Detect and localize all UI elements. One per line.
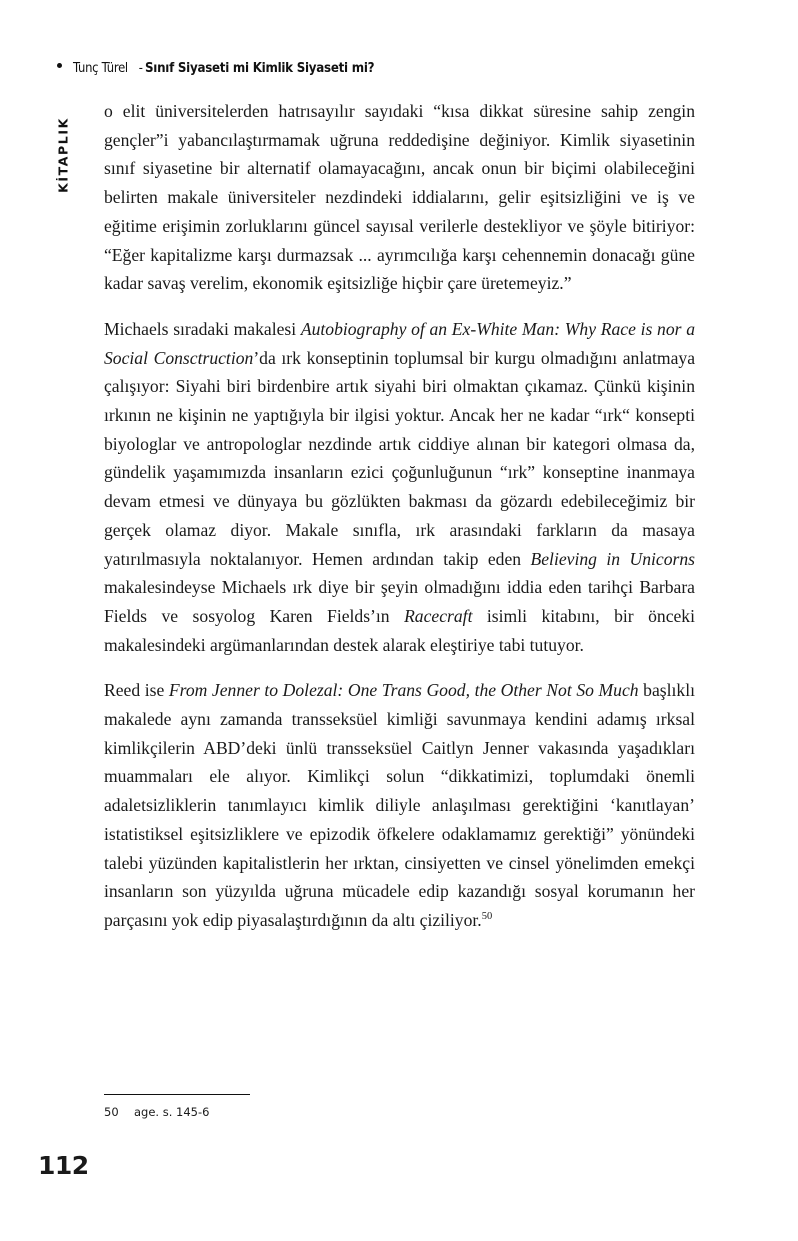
paragraph: Reed ise From Jenner to Dolezal: One Trans Good, the Other Not So Much başlıklı makalede aynı zamanda transseksüel kimliği savunmaya kendini adamış ırksal kimlikçilerin ABD’deki ünlü transseksüel Caitlyn Jenner vakasında yaşadıkları muammaları ele alıyor. Kimlikçi solun “dikkatimizi, toplumdaki önemli adaletsizliklerin tanımlayıcı kimlik diliyle anlaşılması gerektiğini ‘kanıtlayan’ istatistiksel eşitsizliklere ve epizodik öfkelere odaklamamız gerektiği” yönündeki talebi yüzünden kapitalistlerin her ırktan, cinsiyetten ve cinsel yönelimden emekçi insanların son yüzyılda uğruna mücadele edip kazandığı sosyal korumanın her parçasını yok edip piyasalaştırdığının da altı çiziliyor.$^{50}$ — [104, 680, 695, 930]
page-number: 112 — [38, 1151, 89, 1180]
footnote-entry — [104, 1104, 695, 1120]
section-tab — [46, 100, 80, 210]
paragraph: o elit üniversitelerden hatrısayılır sayıdaki “kısa dikkat süresine sahip zengin gençler”i yabancılaştırmamak uğruna reddedişine değiniyor. Kimlik siyasetinin sınıf siyasetine bir alternatif olamayacağını, ancak onun bir biçimi olabileceğini belirten makale üniversiteler nezdindeki iddialarını, gelir eşitsizliğini ve iş ve eğitime erişimin zorluklarını güncel sayısal verilerle destekliyor ve şöyle bitiriyor: “Eğer kapitalizme karşı durmazsak ... ayrımcılığa karşı cehennemin donacağı güne kadar savaş verelim, ekonomik eşitsizliğe hiçbir çare üretemeyiz.” — [104, 101, 695, 294]
running-head-author: Tunç Türel — [73, 60, 128, 76]
running-head-title: Sınıf Siyaseti mi Kimlik Siyaseti mi? — [144, 60, 374, 76]
footnote-text: age. s. 145-6 — [134, 1105, 210, 1119]
footnote-area — [104, 1094, 695, 1120]
running-head — [57, 60, 405, 76]
section-tab-label: KİTAPLIK — [55, 117, 71, 193]
footnote-separator-rule — [104, 1094, 250, 1095]
footnote-number: 50 — [104, 1105, 119, 1119]
paragraph: Michaels sıradaki makalesi Autobiography of an Ex-White Man: Why Race is nor a Social Consctruction’da ırk konseptinin toplumsal bir kurgu olmadığını anlatmaya çalışıyor: Siyahi biri birdenbire artık siyahi biri olmaktan çıkamaz. Çünkü kişinin ırkının ne kişinin ne yaptığıyla bir ilgisi yoktur. Ancak her ne kadar “ırk“ konsepti biyologlar ve antropologlar nezdinde artık ciddiye alınan bir kategori olmasa da, gündelik yaşamımızda insanların ezici çoğunluğunun “ırk” konseptine inanmaya devam etmesi ve dünyaya bu gözlükten bakması da gözardı edebileceğimiz bir gerçek olamaz diyor. Makale sınıfla, ırk arasındaki farkların da masaya yatırılmasıyla noktalanıyor. Hemen ardından takip eden Believing in Unicorns makalesindeyse Michaels ırk diye bir şeyin olmadığını iddia eden tarihçi Barbara Fields ve sosyolog Karen Fields’ın Racecraft isimli kitabını, bir önceki makalesindeki argümanlarından destek alarak eleştiriye tabi tutuyor. — [104, 318, 696, 655]
body-text-column — [104, 97, 695, 935]
running-head-separator: - — [138, 60, 143, 76]
bullet-icon — [57, 63, 62, 68]
